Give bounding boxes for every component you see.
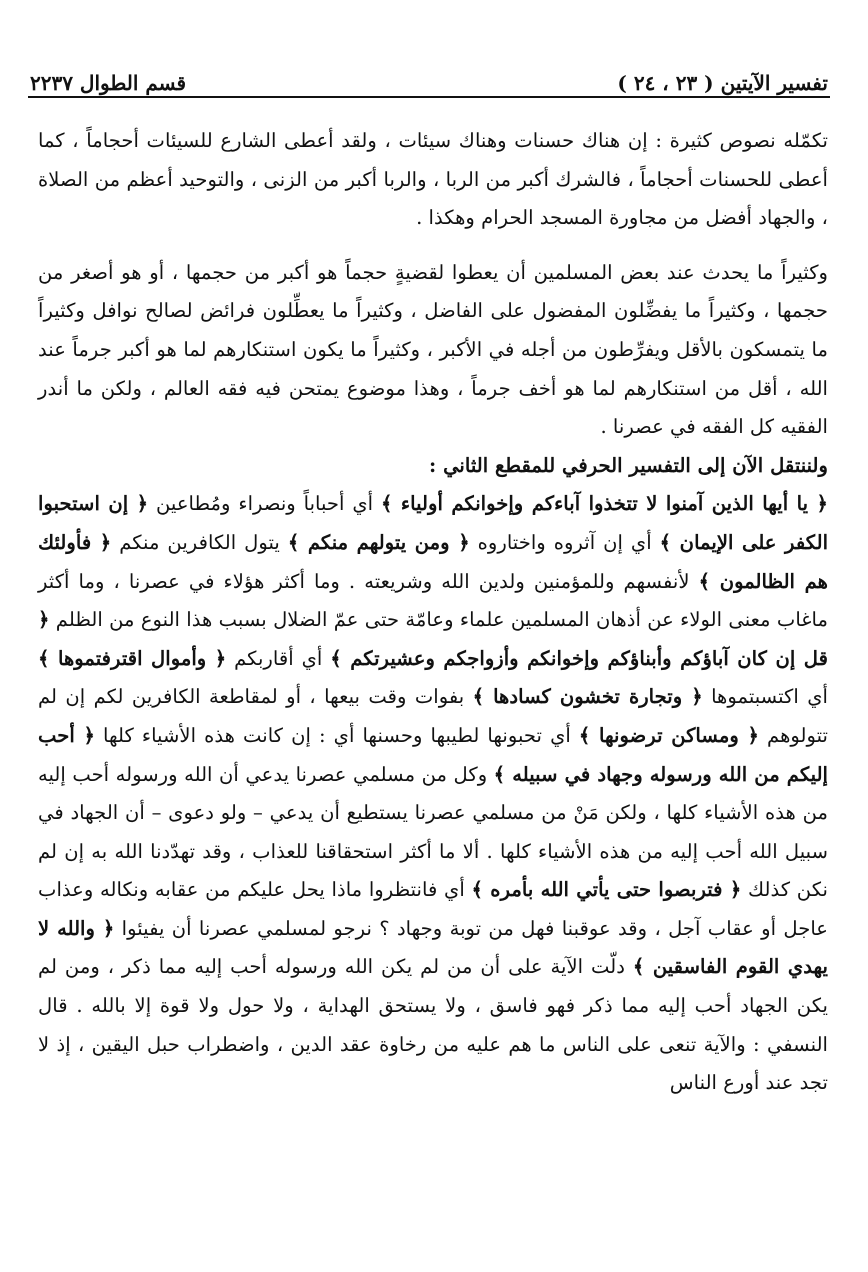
commentary-text: بفوات وقت بيعها ، أو لمقاطعة الكافرين لكم إن لم تتولوهم	[38, 685, 828, 747]
commentary-text: أي فانتظروا ماذا يحل عليكم من عقابه ونكاله وعذاب عاجل أو عقاب آجل ، وقد عوقبنا فهل من توبة وجهاد ؟ نرجو لمسلمي عصرنا أن يفيئوا	[38, 878, 828, 940]
commentary-text: أي إن آثروه واختاروه	[469, 530, 660, 554]
quran-quote: ﴿ ومساكن ترضونها ﴾	[578, 723, 759, 747]
commentary-text: دلّت الآية على أن من لم يكن الله ورسوله أحب إليه مما ذكر ، ومن لم يكن الجهاد أحب إليه مما ذكر فهو فاسق ، ولا يستحق الهداية ، ولا حول ولا قوة إلا بالله . قال النسفي : والآية تنعى على الناس ما هم عليه من رخاوة عقد الدين ، واضطراب حبل اليقين ، إذ لا تجد عند أورع الناس	[38, 955, 828, 1095]
commentary-text: يتول الكافرين منكم	[111, 530, 288, 554]
quran-quote: ﴿ وأموال اقترفتموها ﴾	[38, 646, 227, 670]
quran-quote: ﴿ ومن يتولهم منكم ﴾	[287, 530, 470, 554]
quran-quote: ﴿ فأولئك هم الظالمون ﴾	[38, 530, 828, 593]
commentary-text: أي أقاربكم	[226, 646, 331, 670]
commentary-text: أي أحباباً ونصراء ومُطاعين	[148, 492, 381, 516]
commentary-text: وكل من مسلمي عصرنا يدعي أن الله ورسوله أحب إليه من هذه الأشياء كلها ، ولكن مَنْ من مسلمي عصرنا يستطيع أن يدعي – ولو دعوى – أن الجهاد في سبيل الله أحب إليه من هذه الأشياء كلها . ألا ما أكثر استحقاقنا للعذاب ، وقد تهدّدنا الله به إن لم نكن كذلك	[38, 762, 828, 902]
quran-quote: ﴿ إن استحبوا الكفر على الإيمان ﴾	[38, 492, 829, 554]
section-heading: ولننتقل الآن إلى التفسير الحرفي للمقطع الثاني :	[429, 453, 828, 477]
commentary-text: لأنفسهم وللمؤمنين ولدين الله وشريعته . وما أكثر هؤلاء في عصرنا ، وما أكثر ماغاب معنى الولاء عن أذهان المسلمين علماء وعامّة حتى عمّ الضلال بسبب هذا النوع من الظلم	[38, 569, 828, 632]
page-body	[38, 122, 828, 1103]
paragraph-3	[38, 485, 828, 1103]
quran-quote: ﴿ قل إن كان آباؤكم وأبناؤكم وإخوانكم وأزواجكم وعشيرتكم ﴾	[38, 608, 828, 670]
paragraph-gap	[38, 238, 828, 254]
header-rule	[28, 96, 830, 98]
header-page-number: قسم الطوال ٢٢٣٧	[30, 71, 187, 95]
commentary-text: أي اكتسبتموها	[702, 685, 828, 709]
paragraph-2: وكثيراً ما يحدث عند بعض المسلمين أن يعطوا لقضيةٍ حجماً هو أكبر من حجمها ، أو هو أصغر من حجمها ، وكثيراً ما يفضِّلون المفضول على الفاضل ، وكثيراً ما يعطِّلون فرائض لصالح نوافل وكثيراً ما يتمسكون بالأقل ويفرِّطون من أجله في الأكبر ، وكثيراً ما يكون استنكارهم لما هو أكبر جرماً عند الله ، أقل من استنكارهم لما هو أخف جرماً ، وهذا موضوع يمتحن فيه فقه العالم ، ولكن ما أندر الفقيه كل الفقه في عصرنا .	[38, 260, 828, 439]
quran-quote: ﴿ فتربصوا حتى يأتي الله بأمره ﴾	[471, 878, 742, 902]
quran-quote: ﴿ وتجارة تخشون كسادها ﴾	[472, 685, 703, 709]
quran-quote: ﴿ أحب إليكم من الله ورسوله وجهاد في سبيله ﴾	[38, 723, 828, 786]
running-header	[30, 55, 828, 95]
quran-quote: ﴿ والله لا يهدي القوم الفاسقين ﴾	[38, 916, 828, 979]
header-title: تفسير الآيتين ( ٢٣ ، ٢٤ )	[617, 71, 828, 95]
quran-quote: ﴿ يا أيها الذين آمنوا لا تتخذوا آباءكم وإخوانكم أولياء ﴾	[380, 492, 828, 516]
paragraph-1: تكمّله نصوص كثيرة : إن هناك حسنات وهناك سيئات ، ولقد أعطى الشارع للسيئات أحجاماً ، كما أعطى للحسنات أحجاماً ، فالشرك أكبر من الربا ، والربا أكبر من الزنى ، والتوحيد أعظم من الصلاة ، والجهاد أفضل من مجاورة المسجد الحرام وهكذا .	[38, 129, 828, 230]
commentary-text: أي تحبونها لطيبها وحسنها أي : إن كانت هذه الأشياء كلها	[94, 723, 579, 747]
